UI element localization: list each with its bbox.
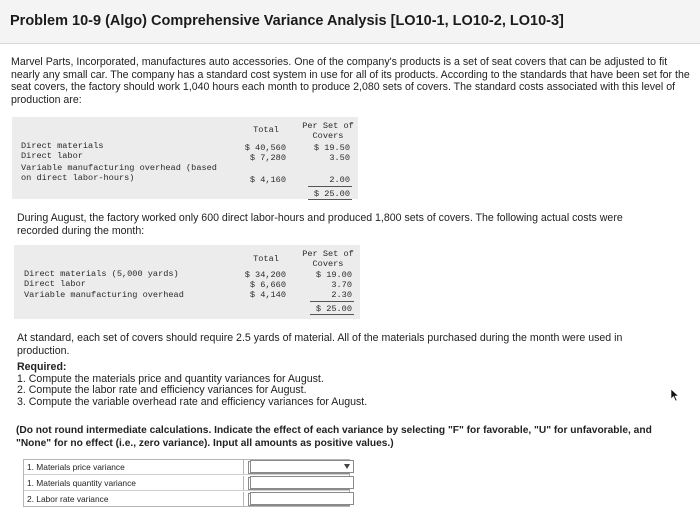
- table-row-label: Variable manufacturing overhead: [24, 290, 184, 300]
- standard-note-paragraph: At standard, each set of covers should require 2.5 yards of material. All of the materials purchased during the month were used in production.: [17, 332, 623, 357]
- problem-title: Problem 10-9 (Algo) Comprehensive Variance Analysis [LO10-1, LO10-2, LO10-3]: [10, 13, 564, 29]
- table-row-label: Direct labor: [21, 151, 83, 161]
- table-row-per-set: $ 19.00: [315, 270, 352, 280]
- col-header-per-set-2: Covers: [312, 259, 344, 269]
- august-paragraph: During August, the factory worked only 600 direct labor-hours and produced 1,800 sets of covers. The following actual costs were recorded during the month:: [17, 212, 623, 237]
- col-header-per-set-1: Per Set of: [302, 121, 354, 131]
- sum-rule: [308, 186, 352, 187]
- chevron-down-icon: [344, 464, 350, 469]
- table-row-label: Direct materials (5,000 yards): [24, 269, 179, 279]
- variance-effect-select[interactable]: [250, 476, 354, 489]
- table-row-label: Direct materials: [21, 141, 104, 151]
- table-sum-per-set: $ 25.00: [313, 189, 350, 199]
- table-row-per-set: 2.30: [331, 290, 352, 300]
- table-row-per-set: 2.00: [329, 175, 350, 185]
- table-row-label: on direct labor-hours): [21, 173, 135, 183]
- variance-effect-select[interactable]: [250, 492, 354, 505]
- table-row-per-set: 3.70: [331, 280, 352, 290]
- answer-row-label: 1. Materials quantity variance: [24, 476, 244, 490]
- standard-cost-table: [12, 117, 358, 199]
- variance-effect-select[interactable]: [250, 460, 354, 473]
- sum-rule: [310, 301, 354, 302]
- table-row-per-set: 3.50: [329, 153, 350, 163]
- table-row-total: $ 40,560: [244, 143, 286, 153]
- col-header-total: Total: [253, 125, 279, 135]
- required-item: 2. Compute the labor rate and efficiency variances for August.: [17, 384, 307, 396]
- table-row-label: Direct labor: [24, 279, 86, 289]
- mouse-cursor-icon: [670, 388, 680, 402]
- table-sum-per-set: $ 25.00: [315, 304, 352, 314]
- actual-cost-table: [14, 245, 360, 319]
- table-row-total: $ 4,140: [249, 290, 286, 300]
- col-header-total: Total: [253, 254, 279, 264]
- col-header-per-set-1: Per Set of: [302, 249, 354, 259]
- table-row-label: Variable manufacturing overhead (based: [21, 163, 217, 173]
- intro-paragraph: Marvel Parts, Incorporated, manufactures auto accessories. One of the company's products is a set of seat covers that can be adjusted to fit nearly any small car. The company has a standard cost system in use for all of its products. According to the standards that have been set for the seat covers, the factory should work 1,040 hours each month to produce 2,080 sets of covers. The standard costs associated with this level of production are:: [11, 56, 690, 106]
- table-row-per-set: $ 19.50: [313, 143, 350, 153]
- table-row-total: $ 7,280: [249, 153, 286, 163]
- instructions-note: (Do not round intermediate calculations. Indicate the effect of each variance by selecting "F" for favorable, "U" for unfavorable, and "None" for no effect (i.e., zero variance). Input all amounts as positive values.): [16, 425, 652, 449]
- answer-row-label: 2. Labor rate variance: [24, 492, 244, 507]
- double-rule: [308, 199, 352, 200]
- col-header-per-set-2: Covers: [312, 131, 344, 141]
- double-rule: [310, 314, 354, 315]
- table-row-total: $ 34,200: [244, 270, 286, 280]
- required-item: 3. Compute the variable overhead rate and efficiency variances for August.: [17, 395, 368, 408]
- required-section: [17, 362, 657, 408]
- table-row-total: $ 6,660: [249, 280, 286, 290]
- required-item: 1. Compute the materials price and quantity variances for August.: [17, 372, 324, 385]
- effect-column: [250, 459, 355, 507]
- title-bar: [0, 0, 700, 44]
- required-heading: Required:: [17, 361, 67, 373]
- table-row-total: $ 4,160: [249, 175, 286, 185]
- answer-row-label: 1. Materials price variance: [24, 460, 244, 474]
